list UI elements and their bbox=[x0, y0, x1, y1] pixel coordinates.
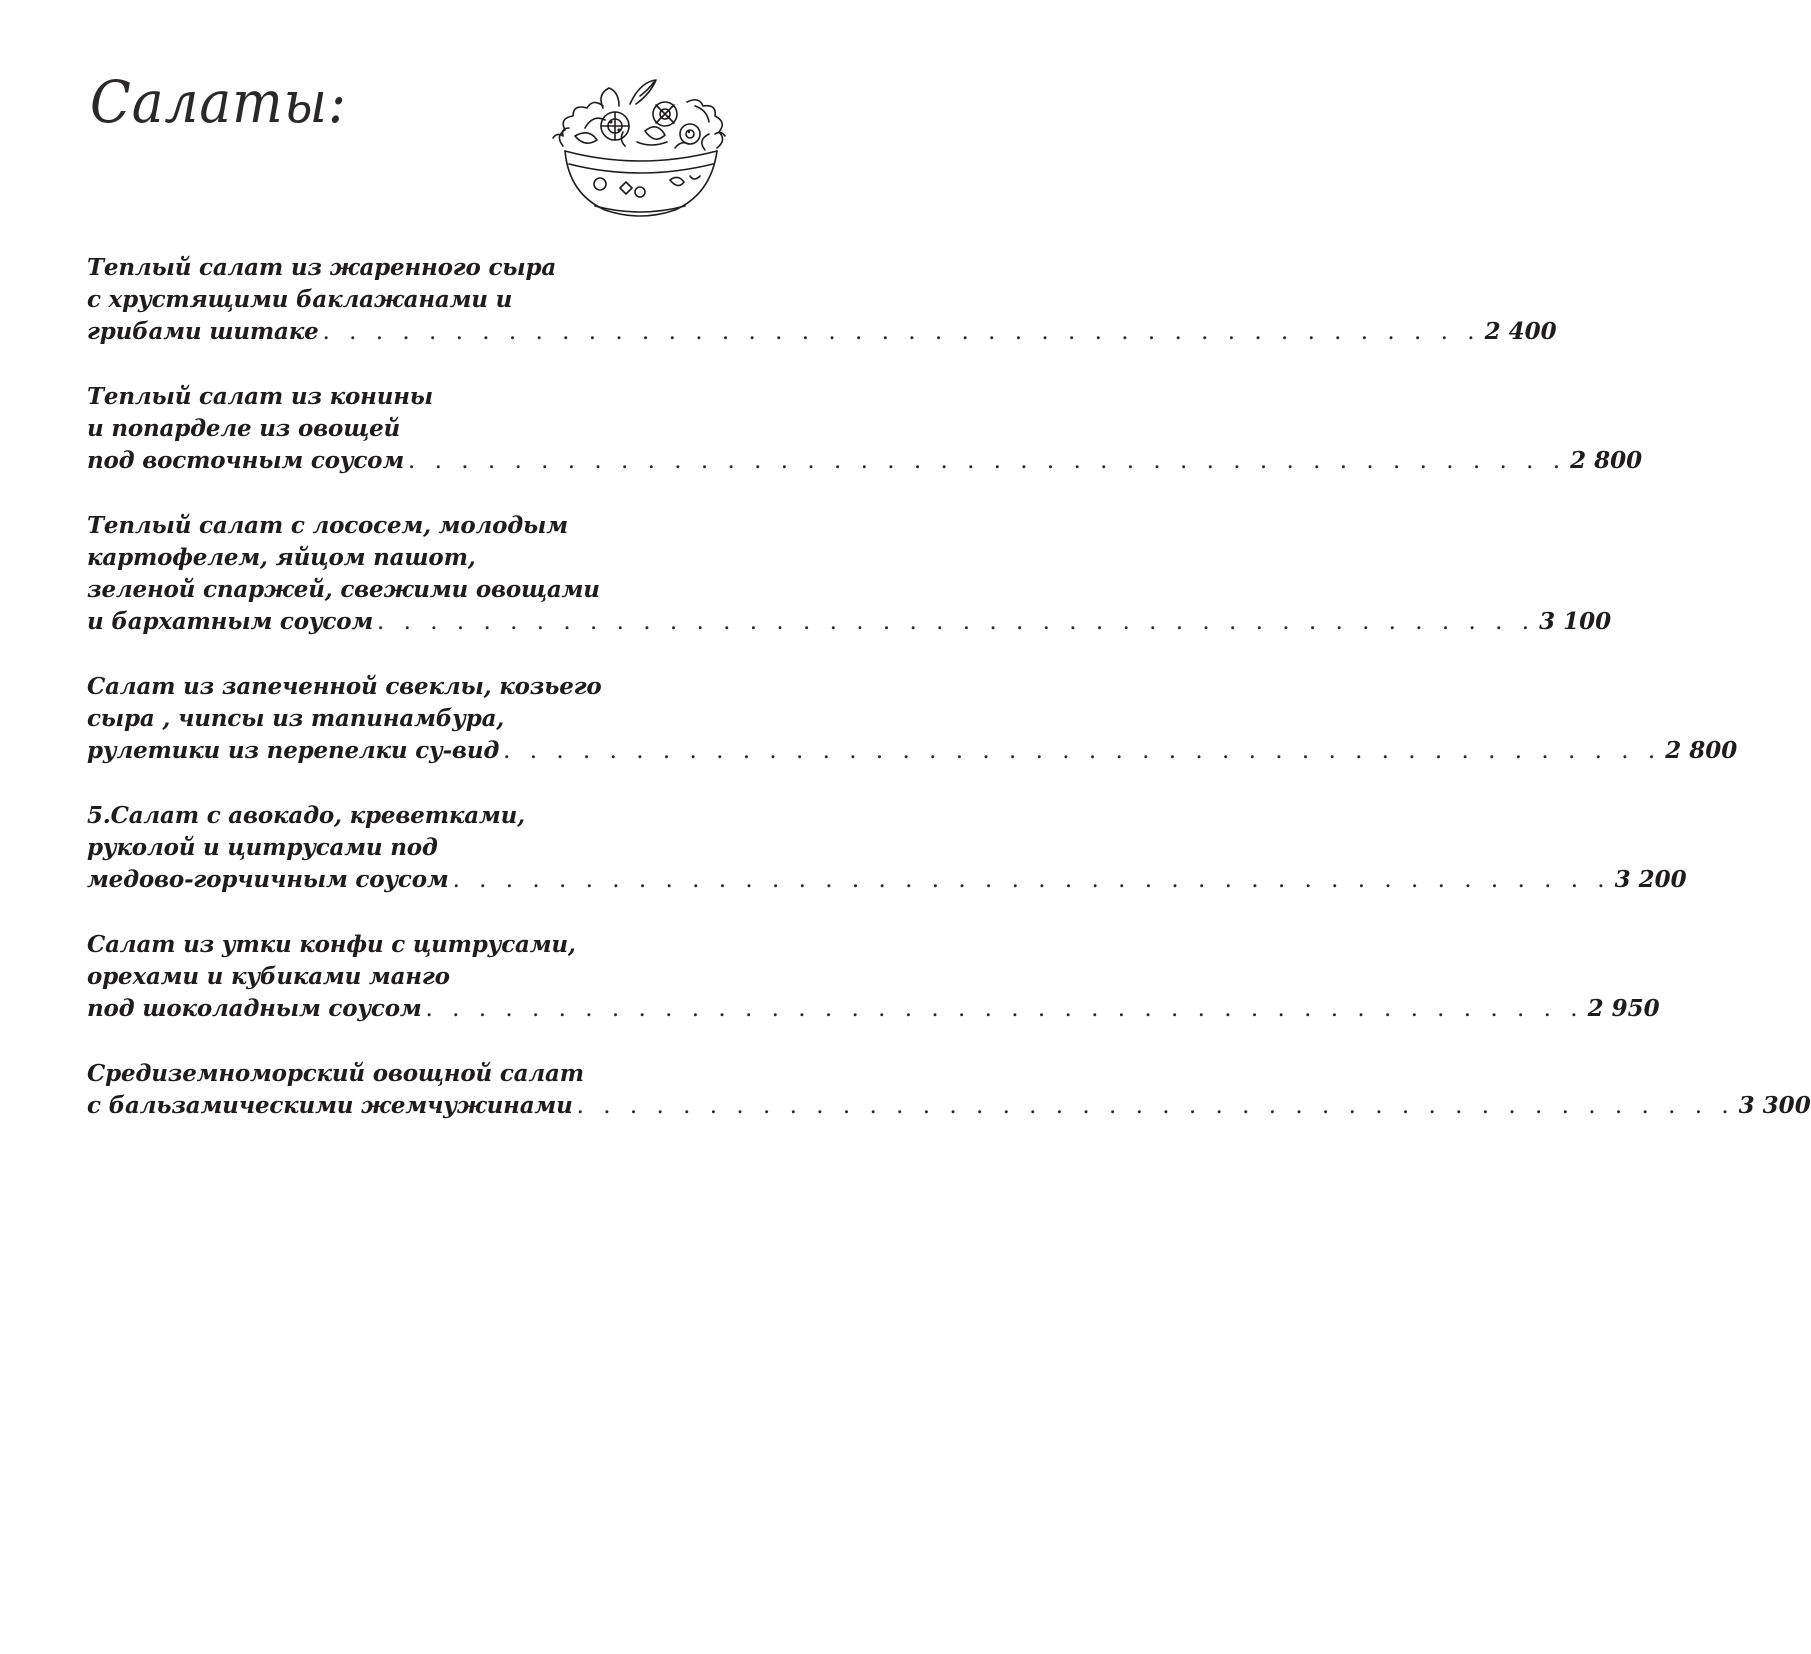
dot-leader: . . . . . . . . . . . . . . . . . . . . . . . . . . . . . . . . . . . . . . . . . . . . bbox=[425, 996, 1584, 1022]
salad-bowl-icon bbox=[545, 76, 735, 221]
item-description-line: рулетики из перепелки су-вид bbox=[87, 737, 500, 764]
item-description-line: Средиземноморский овощной салат bbox=[87, 1060, 584, 1087]
menu-item bbox=[87, 381, 1643, 477]
item-description-line: картофелем, яйцом пашот, bbox=[87, 544, 476, 571]
dot-leader: . . . . . . . . . . . . . . . . . . . . . . . . . . . . . . . . . . . . . . . . . . . . bbox=[377, 609, 1536, 635]
item-description-line: орехами и кубиками манго bbox=[87, 963, 450, 990]
item-price: 3 100 bbox=[1539, 608, 1612, 635]
item-description-line: Теплый салат из жаренного сыра bbox=[87, 254, 557, 281]
item-description-line: сыра , чипсы из тапинамбура, bbox=[87, 705, 505, 732]
item-price: 3 300 bbox=[1738, 1092, 1811, 1119]
item-price: 2 400 bbox=[1484, 318, 1557, 345]
item-description-line: Салат из утки конфи с цитрусами, bbox=[87, 931, 576, 958]
dot-leader: . . . . . . . . . . . . . . . . . . . . . . . . . . . . . . . . . . . . . . . . . . . . bbox=[576, 1093, 1735, 1119]
item-description-line: грибами шитаке bbox=[87, 318, 319, 345]
item-description-line: зеленой спаржей, свежими овощами bbox=[87, 576, 600, 603]
salad-menu bbox=[87, 252, 1811, 1155]
menu-item bbox=[87, 1058, 1811, 1122]
item-last-line bbox=[87, 316, 1557, 348]
item-description-line: Теплый салат из конины bbox=[87, 383, 434, 410]
item-description-line: 5.Салат с авокадо, креветками, bbox=[87, 802, 525, 829]
menu-item bbox=[87, 929, 1660, 1025]
item-description-line: руколой и цитрусами под bbox=[87, 834, 438, 861]
item-price: 2 950 bbox=[1587, 995, 1660, 1022]
dot-leader: . . . . . . . . . . . . . . . . . . . . . . . . . . . . . . . . . . . . . . . . . . . . bbox=[452, 867, 1611, 893]
page-title: Салаты: bbox=[90, 68, 347, 136]
item-last-line bbox=[87, 1090, 1811, 1122]
item-last-line bbox=[87, 606, 1612, 638]
item-description-line: с хрустящими баклажанами и bbox=[87, 286, 513, 313]
menu-item bbox=[87, 510, 1612, 638]
item-description-line: Салат из запеченной свеклы, козьего bbox=[87, 673, 602, 700]
item-last-line bbox=[87, 993, 1660, 1025]
menu-item bbox=[87, 800, 1687, 896]
item-last-line bbox=[87, 735, 1738, 767]
item-description-line: с бальзамическими жемчужинами bbox=[87, 1092, 573, 1119]
item-description-line: под шоколадным соусом bbox=[87, 995, 422, 1022]
item-last-line bbox=[87, 445, 1643, 477]
item-price: 2 800 bbox=[1665, 737, 1738, 764]
item-price: 2 800 bbox=[1570, 447, 1643, 474]
item-description-line: под восточным соусом bbox=[87, 447, 404, 474]
item-description-line: Теплый салат с лососем, молодым bbox=[87, 512, 568, 539]
menu-item bbox=[87, 671, 1738, 767]
dot-leader: . . . . . . . . . . . . . . . . . . . . . . . . . . . . . . . . . . . . . . . . . . . . bbox=[408, 448, 1567, 474]
item-description-line: и бархатным соусом bbox=[87, 608, 374, 635]
item-price: 3 200 bbox=[1614, 866, 1687, 893]
dot-leader: . . . . . . . . . . . . . . . . . . . . . . . . . . . . . . . . . . . . . . . . . . . . bbox=[503, 738, 1662, 764]
item-last-line bbox=[87, 864, 1687, 896]
item-description-line: медово-горчичным соусом bbox=[87, 866, 449, 893]
item-description-line: и попарделе из овощей bbox=[87, 415, 401, 442]
dot-leader: . . . . . . . . . . . . . . . . . . . . . . . . . . . . . . . . . . . . . . . . . . . . bbox=[322, 319, 1481, 345]
menu-item bbox=[87, 252, 1557, 348]
